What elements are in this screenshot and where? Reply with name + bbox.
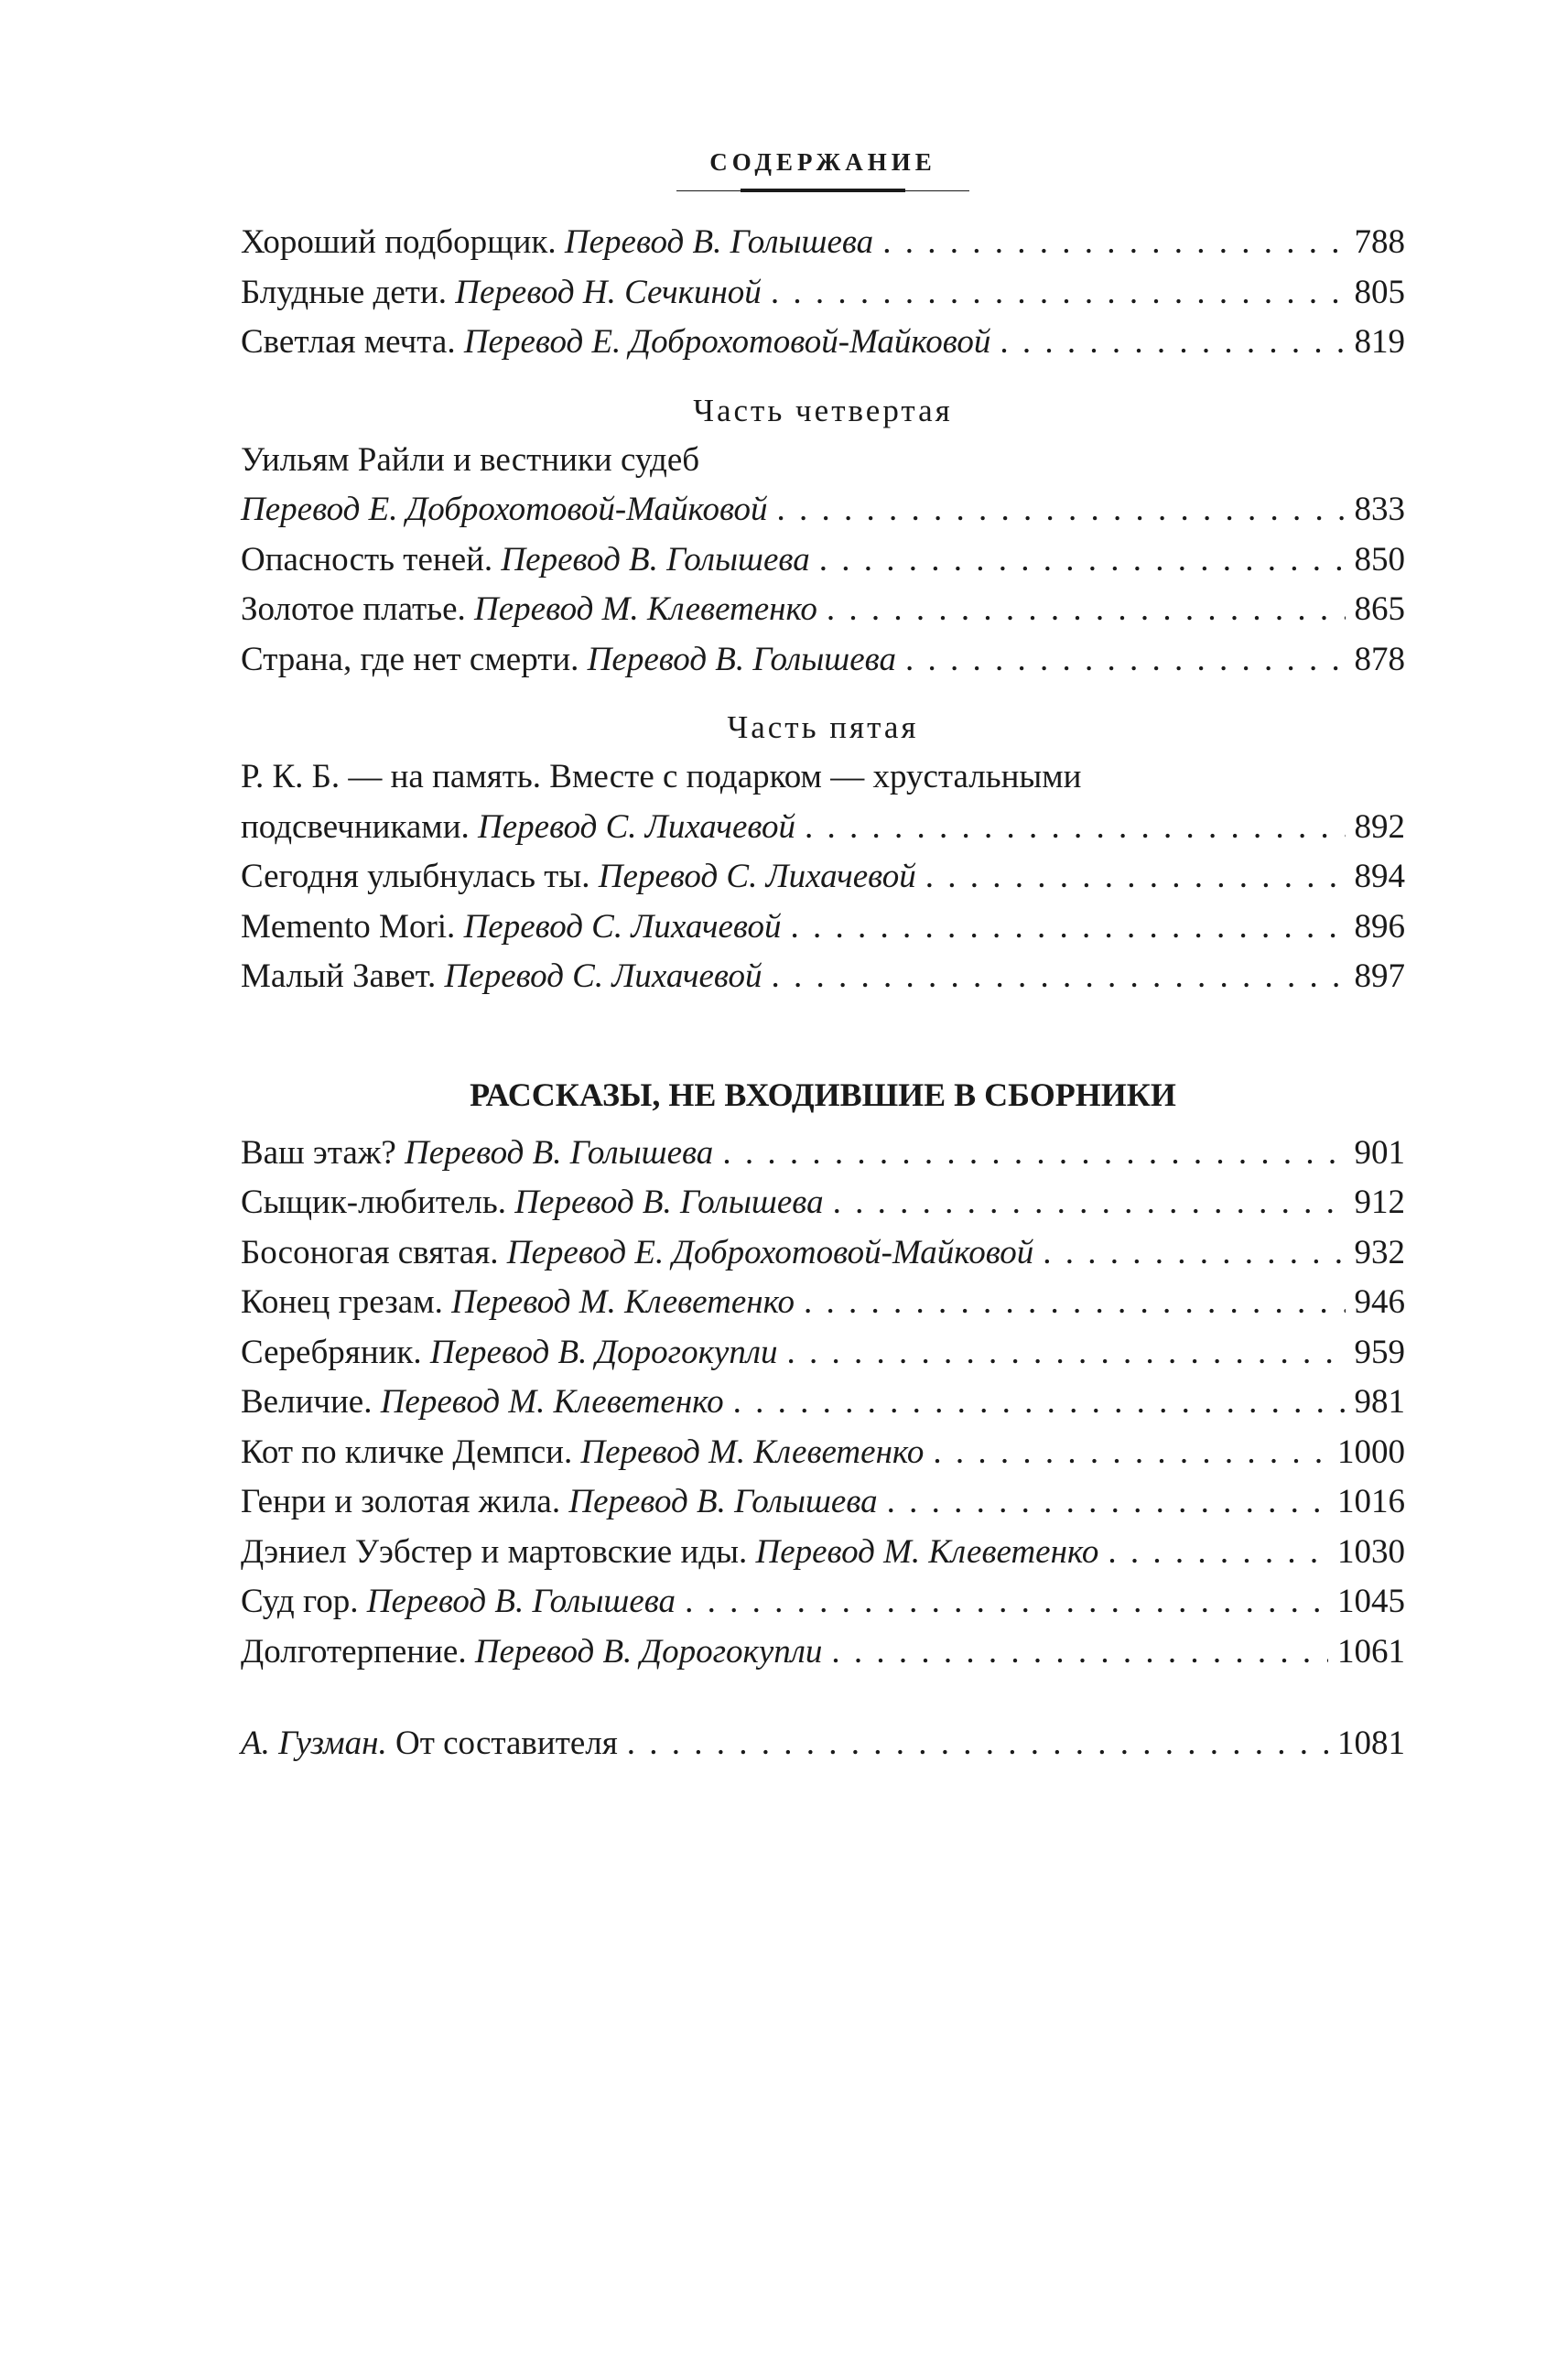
- entry-title-block: [241, 1228, 1033, 1279]
- toc-entry: [241, 852, 1405, 903]
- entry-title-block: [241, 635, 896, 686]
- dot-leader: [722, 1129, 1345, 1179]
- entry-page: 901: [1354, 1133, 1405, 1172]
- entry-title: Конец грезам.: [241, 1283, 443, 1321]
- toc-entry: [241, 1178, 1405, 1228]
- entry-title-block: [241, 803, 795, 853]
- entry-translator: Перевод Е. Доброхотовой-Майковой: [241, 491, 768, 528]
- dot-leader: [771, 268, 1346, 319]
- entry-title: Memento Mori.: [241, 907, 456, 946]
- entry-title: Р. К. Б. — на память. Вместе с подарком — хрустальными: [241, 758, 1082, 795]
- toc-entry: [241, 952, 1405, 1002]
- dot-leader: [733, 1378, 1346, 1428]
- entry-title-block: [241, 585, 817, 635]
- toc-entry: [241, 635, 1405, 686]
- dot-leader: [887, 1477, 1328, 1528]
- entry-title-block: [241, 852, 916, 903]
- entry-title: Долготерпение.: [241, 1632, 467, 1671]
- dot-leader: [905, 635, 1346, 686]
- toc-entry: [241, 218, 1405, 268]
- entry-translator: Перевод В. Голышева: [587, 640, 896, 678]
- entry-translator: Перевод М. Клеветенко: [755, 1532, 1099, 1571]
- entry-page: 1081: [1337, 1725, 1405, 1762]
- entry-translator: Перевод М. Клеветенко: [380, 1383, 724, 1421]
- toc-entry: [241, 268, 1405, 319]
- afterword-title: От составителя: [395, 1725, 618, 1762]
- entry-translator: Перевод В. Голышева: [366, 1583, 676, 1620]
- entry-translator: Перевод М. Клеветенко: [451, 1283, 795, 1321]
- entry-title-block: [241, 1328, 777, 1379]
- dot-leader: [827, 585, 1346, 635]
- dot-leader: [831, 1627, 1328, 1678]
- entry-title: Серебряник.: [241, 1333, 422, 1371]
- entry-title-block: [241, 1528, 1098, 1578]
- dot-leader: [805, 803, 1346, 853]
- entry-title-block: [241, 268, 762, 319]
- entry-title-block: [241, 1278, 795, 1328]
- entry-title-block: [241, 485, 768, 535]
- entry-title-block: [241, 1477, 878, 1528]
- dot-leader: [1108, 1528, 1328, 1578]
- entry-page: 1061: [1337, 1632, 1405, 1671]
- entry-title-block: [241, 903, 782, 953]
- entry-title: Сегодня улыбнулась ты.: [241, 858, 590, 895]
- dot-leader: [772, 952, 1346, 1002]
- entry-page: 865: [1354, 590, 1405, 628]
- entry-translator: Перевод В. Голышева: [564, 223, 874, 261]
- entry-page: 946: [1354, 1283, 1405, 1321]
- dot-leader: [1000, 318, 1345, 368]
- entry-page: 1016: [1337, 1483, 1405, 1520]
- entry-translator: Перевод В. Голышева: [568, 1483, 878, 1520]
- entry-translator: Перевод В. Голышева: [405, 1133, 714, 1172]
- dot-leader: [786, 1328, 1345, 1379]
- entry-page: 892: [1354, 807, 1405, 846]
- entry-translator: Перевод С. Лихачевой: [444, 957, 762, 995]
- running-head: СОДЕРЖАНИЕ: [709, 148, 936, 176]
- dot-leader: [791, 903, 1346, 953]
- part-title: Часть четвертая: [693, 392, 953, 428]
- section-title: РАССКАЗЫ, НЕ ВХОДИВШИЕ В СБОРНИКИ: [470, 1076, 1176, 1113]
- toc-entry: [241, 1129, 1405, 1179]
- entry-title: Ваш этаж?: [241, 1133, 396, 1172]
- toc-entry: [241, 1328, 1405, 1379]
- entry-title-block: [241, 1129, 713, 1179]
- head-rule-thick: [741, 189, 905, 192]
- toc-entry: [241, 1278, 1405, 1328]
- entry-translator: Перевод В. Дорогокупли: [429, 1333, 778, 1371]
- toc-entry: [241, 1528, 1405, 1578]
- toc-entry: [241, 318, 1405, 368]
- entry-translator: Перевод Е. Доброхотовой-Майковой: [506, 1233, 1034, 1271]
- entry-title: Золотое платье.: [241, 590, 466, 628]
- entry-title: Генри и золотая жила.: [241, 1483, 561, 1520]
- entry-page: 878: [1354, 640, 1405, 678]
- entry-title: Страна, где нет смерти.: [241, 640, 579, 678]
- entry-title: Опасность теней.: [241, 540, 493, 579]
- entry-translator: Перевод С. Лихачевой: [598, 858, 916, 895]
- entry-title: Малый Завет.: [241, 957, 437, 995]
- dot-leader: [933, 1428, 1328, 1478]
- entry-title: Босоногая святая.: [241, 1233, 499, 1271]
- entry-title-block: [241, 952, 762, 1002]
- entry-title: Сыщик-любитель.: [241, 1184, 507, 1221]
- entry-page: 932: [1354, 1233, 1405, 1271]
- dot-leader: [685, 1577, 1328, 1627]
- entry-page: 894: [1354, 858, 1405, 895]
- head-rule: [676, 189, 969, 194]
- entry-title-block: [241, 1627, 822, 1678]
- dot-leader: [1043, 1228, 1345, 1279]
- toc-entry: [241, 1477, 1405, 1528]
- toc-entry: [241, 1428, 1405, 1478]
- toc-entry: [241, 1577, 1405, 1627]
- entry-page: 805: [1354, 273, 1405, 311]
- dot-leader: [627, 1719, 1328, 1769]
- toc-page: [241, 137, 1405, 1769]
- dot-leader: [925, 852, 1346, 903]
- entry-page: 788: [1354, 223, 1405, 261]
- dot-leader: [819, 535, 1346, 586]
- entry-title: Величие.: [241, 1383, 373, 1421]
- entry-title-block: [241, 1428, 924, 1478]
- entry-title: Уильям Райли и вестники судеб: [241, 440, 700, 479]
- entry-page: 1030: [1337, 1532, 1405, 1571]
- part-title: Часть пятая: [727, 709, 919, 745]
- entry-page: 819: [1354, 323, 1405, 361]
- toc-entry: [241, 1378, 1405, 1428]
- entry-translator: Перевод Е. Доброхотовой-Майковой: [463, 323, 991, 361]
- entry-page: 833: [1354, 491, 1405, 528]
- entry-page: 912: [1354, 1184, 1405, 1221]
- entry-title: Светлая мечта.: [241, 323, 456, 361]
- entry-title-block: [241, 1178, 824, 1228]
- dot-leader: [777, 485, 1346, 535]
- toc-entry: [241, 1228, 1405, 1279]
- entry-page: 896: [1354, 907, 1405, 946]
- entry-translator: Перевод С. Лихачевой: [463, 907, 782, 946]
- entry-title-block: [241, 1378, 724, 1428]
- entry-page: 981: [1354, 1383, 1405, 1421]
- entry-page: 897: [1354, 957, 1405, 995]
- entry-page: 850: [1354, 540, 1405, 579]
- entry-title: Хороший подборщик.: [241, 223, 557, 261]
- toc-entry: [241, 803, 1405, 853]
- entry-translator: Перевод В. Голышева: [514, 1184, 824, 1221]
- toc-entry: [241, 903, 1405, 953]
- entry-translator: Перевод М. Клеветенко: [580, 1433, 925, 1471]
- toc-entry: [241, 1627, 1405, 1678]
- entry-translator: Перевод Н. Сечкиной: [455, 273, 762, 311]
- entry-title-block: [241, 218, 873, 268]
- toc-entry: [241, 535, 1405, 586]
- toc-entry: [241, 585, 1405, 635]
- entry-title: Дэниел Уэбстер и мартовские иды.: [241, 1532, 748, 1571]
- dot-leader: [882, 218, 1345, 268]
- entry-translator: Перевод М. Клеветенко: [474, 590, 817, 628]
- dot-leader: [804, 1278, 1345, 1328]
- entry-translator: Перевод С. Лихачевой: [478, 807, 795, 846]
- toc: [241, 218, 1405, 1769]
- toc-entry-afterword: [241, 1719, 1405, 1769]
- entry-title: Блудные дети.: [241, 273, 448, 311]
- entry-title-cont: подсвечниками.: [241, 807, 470, 846]
- dot-leader: [833, 1178, 1346, 1228]
- entry-translator: Перевод В. Дорогокупли: [474, 1632, 823, 1671]
- afterword-author: А. Гузман.: [241, 1725, 387, 1762]
- entry-page: 959: [1354, 1333, 1405, 1371]
- entry-title: Суд гор.: [241, 1583, 359, 1620]
- entry-translator: Перевод В. Голышева: [501, 540, 810, 579]
- entry-title-block: [241, 535, 810, 586]
- entry-page: 1045: [1337, 1583, 1405, 1620]
- entry-title-block: [241, 318, 990, 368]
- entry-title: Кот по кличке Демпси.: [241, 1433, 573, 1471]
- entry-page: 1000: [1337, 1433, 1405, 1471]
- entry-title-block: [241, 1577, 676, 1627]
- entry-title-block: [241, 1719, 618, 1769]
- toc-entry: [241, 485, 1405, 535]
